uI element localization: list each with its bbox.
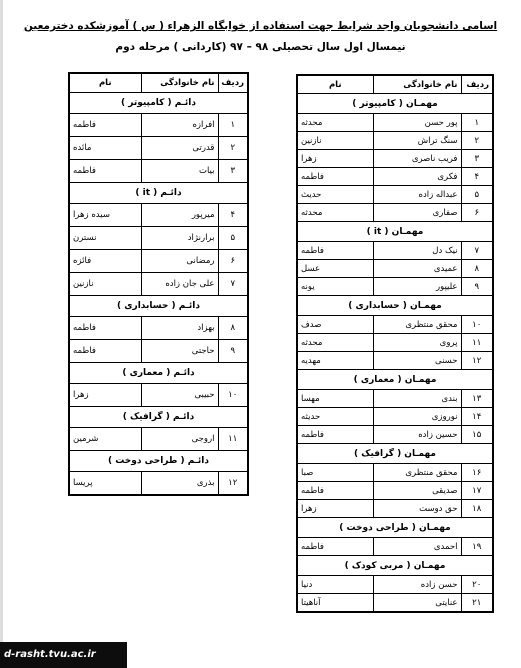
family-name-cell: حسین زاده [373,426,461,444]
permanent-students-table [68,72,249,496]
table-row [69,250,248,273]
row-index: ۶ [461,204,493,222]
section-header-row [69,363,248,384]
row-index: ۱۵ [461,426,493,444]
first-name-cell: مهدیه [297,352,373,370]
section-header-row [69,296,248,317]
first-name-cell: فاطمه [297,482,373,500]
table-row [69,114,248,137]
section-title: مهمـان ( مربی کودک ) [297,556,493,576]
row-index: ۱۶ [461,464,493,482]
table-row [297,352,493,370]
row-index: ۱۴ [461,408,493,426]
row-index: ۱۰ [461,316,493,334]
col-header-idx: ردیف [461,75,493,94]
col-header-name: نام [69,73,141,93]
table-row [297,204,493,222]
first-name-cell: محدثه [297,114,373,132]
first-name-cell: مائده [69,137,141,160]
family-name-cell: محقق منتظری [373,316,461,334]
family-name-cell: عمیدی [373,260,461,278]
row-index: ۲ [218,137,248,160]
table-row [297,594,493,613]
col-header-name: نام [297,75,373,94]
table-row [69,204,248,227]
family-name-cell: حسنی [373,352,461,370]
section-title: مهمـان ( کامپیوتر ) [297,94,493,114]
first-name-cell: فائزه [69,250,141,273]
family-name-cell: حبیبی [141,384,218,407]
row-index: ۲ [461,132,493,150]
table-row [69,428,248,451]
family-name-cell: میرپور [141,204,218,227]
first-name-cell: زهرا [69,384,141,407]
table-row [69,472,248,496]
guest-students-table [296,74,494,613]
section-header-row [69,93,248,114]
first-name-cell: فاطمه [297,242,373,260]
first-name-cell: زهرا [297,500,373,518]
row-index: ۹ [218,340,248,363]
section-title: دائـم ( طراحی دوخت ) [69,451,248,472]
family-name-cell: محقق منتظری [373,464,461,482]
family-name-cell: حسن زاده [373,576,461,594]
table-row [297,278,493,296]
row-index: ۱ [218,114,248,137]
row-index: ۷ [461,242,493,260]
table-row [69,273,248,296]
row-index: ۱۱ [461,334,493,352]
section-title: مهمـان ( حسابداری ) [297,296,493,316]
row-index: ۸ [218,317,248,340]
family-name-cell: سنگ تراش [373,132,461,150]
first-name-cell: نسترن [69,227,141,250]
section-header-row [297,518,493,538]
family-name-cell: بهزاد [141,317,218,340]
family-name-cell: علیپور [373,278,461,296]
row-index: ۴ [218,204,248,227]
first-name-cell: پریسا [69,472,141,496]
table-row [297,150,493,168]
first-name-cell: صدف [297,316,373,334]
first-name-cell: نازنین [297,132,373,150]
col-header-idx: ردیف [218,73,248,93]
section-header-row [297,222,493,242]
site-watermark: d-rasht.tvu.ac.ir [0,642,127,668]
first-name-cell: فاطمه [69,114,141,137]
first-name-cell: یونه [297,278,373,296]
row-index: ۲۰ [461,576,493,594]
first-name-cell: محدثه [297,204,373,222]
row-index: ۱۱ [218,428,248,451]
section-header-row [69,451,248,472]
section-title: مهمـان ( it ) [297,222,493,242]
section-title: دائـم ( حسابداری ) [69,296,248,317]
table-row [297,426,493,444]
family-name-cell: اروجی [141,428,218,451]
first-name-cell: عسل [297,260,373,278]
table-row [297,242,493,260]
document-title: اسامی دانشجویان واجد شرایط جهت استفاده از خوابگاه الزهراء ( س ) آموزشکده دخترمعین [23,20,498,32]
family-name-cell: بذری [141,472,218,496]
table-row [69,227,248,250]
first-name-cell: فاطمه [297,426,373,444]
section-title: دائـم ( it ) [69,183,248,204]
first-name-cell: محدثه [297,334,373,352]
first-name-cell: زهرا [297,150,373,168]
family-name-cell: عنایتی [373,594,461,613]
family-name-cell: پور حسن [373,114,461,132]
row-index: ۱۸ [461,500,493,518]
row-index: ۱۰ [218,384,248,407]
family-name-cell: عبداله زاده [373,186,461,204]
family-name-cell: حاجتی [141,340,218,363]
row-index: ۱ [461,114,493,132]
table-row [297,390,493,408]
first-name-cell: دنیا [297,576,373,594]
family-name-cell: فکری [373,168,461,186]
row-index: ۱۹ [461,538,493,556]
first-name-cell: حدیثه [297,408,373,426]
first-name-cell: فاطمه [69,317,141,340]
table-row [297,260,493,278]
row-index: ۱۲ [218,472,248,496]
row-index: ۸ [461,260,493,278]
row-index: ۶ [218,250,248,273]
table-row [297,464,493,482]
family-name-cell: صفاری [373,204,461,222]
first-name-cell: فاطمه [69,340,141,363]
row-index: ۷ [218,273,248,296]
section-title: مهمـان ( طراحی دوخت ) [297,518,493,538]
row-index: ۱۷ [461,482,493,500]
family-name-cell: بیات [141,160,218,183]
family-name-cell: بندی [373,390,461,408]
section-header-row [297,444,493,464]
first-name-cell: آناهیتا [297,594,373,613]
first-name-cell: شرمین [69,428,141,451]
row-index: ۱۲ [461,352,493,370]
family-name-cell: افرازه [141,114,218,137]
table-row [69,137,248,160]
section-header-row [297,296,493,316]
table-row [297,186,493,204]
section-header-row [297,556,493,576]
section-header-row [69,183,248,204]
first-name-cell: نازنین [69,273,141,296]
table-row [69,317,248,340]
table-row [69,160,248,183]
section-title: دائـم ( معماری ) [69,363,248,384]
first-name-cell: فاطمه [297,168,373,186]
table-row [297,168,493,186]
section-title: مهمـان ( گرافیک ) [297,444,493,464]
section-header-row [297,94,493,114]
row-index: ۱۳ [461,390,493,408]
row-index: ۵ [218,227,248,250]
table-row [297,500,493,518]
table-row [297,538,493,556]
col-header-family: نام خانوادگی [373,75,461,94]
table-row [297,482,493,500]
row-index: ۳ [461,150,493,168]
family-name-cell: حق دوست [373,500,461,518]
table-header-row [69,73,248,93]
family-name-cell: علی جان زاده [141,273,218,296]
document-subtitle: نیمسال اول سال تحصیلی ۹۸ – ۹۷ (کاردانی ) مرحله دوم [115,41,406,53]
table-row [69,340,248,363]
row-index: ۵ [461,186,493,204]
page-edge [0,0,3,668]
table-row [297,334,493,352]
table-row [297,408,493,426]
table-row [297,114,493,132]
family-name-cell: نوروزی [373,408,461,426]
family-name-cell: صدیقی [373,482,461,500]
section-title: مهمـان ( معماری ) [297,370,493,390]
table-header-row [297,75,493,94]
family-name-cell: رمضانی [141,250,218,273]
first-name-cell: فاطمه [297,538,373,556]
first-name-cell: سیده زهرا [69,204,141,227]
section-title: دائـم ( کامپیوتر ) [69,93,248,114]
row-index: ۹ [461,278,493,296]
first-name-cell: صبا [297,464,373,482]
first-name-cell: حدیث [297,186,373,204]
section-header-row [297,370,493,390]
table-row [69,384,248,407]
family-name-cell: برارنژاد [141,227,218,250]
row-index: ۳ [218,160,248,183]
family-name-cell: نیک دل [373,242,461,260]
section-title: دائـم ( گرافیک ) [69,407,248,428]
section-header-row [69,407,248,428]
first-name-cell: مهسا [297,390,373,408]
row-index: ۴ [461,168,493,186]
family-name-cell: پروی [373,334,461,352]
table-row [297,132,493,150]
family-name-cell: قدرتی [141,137,218,160]
family-name-cell: احمدی [373,538,461,556]
family-name-cell: فریب ناصری [373,150,461,168]
first-name-cell: فاطمه [69,160,141,183]
table-row [297,576,493,594]
col-header-family: نام خانوادگی [141,73,218,93]
table-row [297,316,493,334]
row-index: ۲۱ [461,594,493,613]
